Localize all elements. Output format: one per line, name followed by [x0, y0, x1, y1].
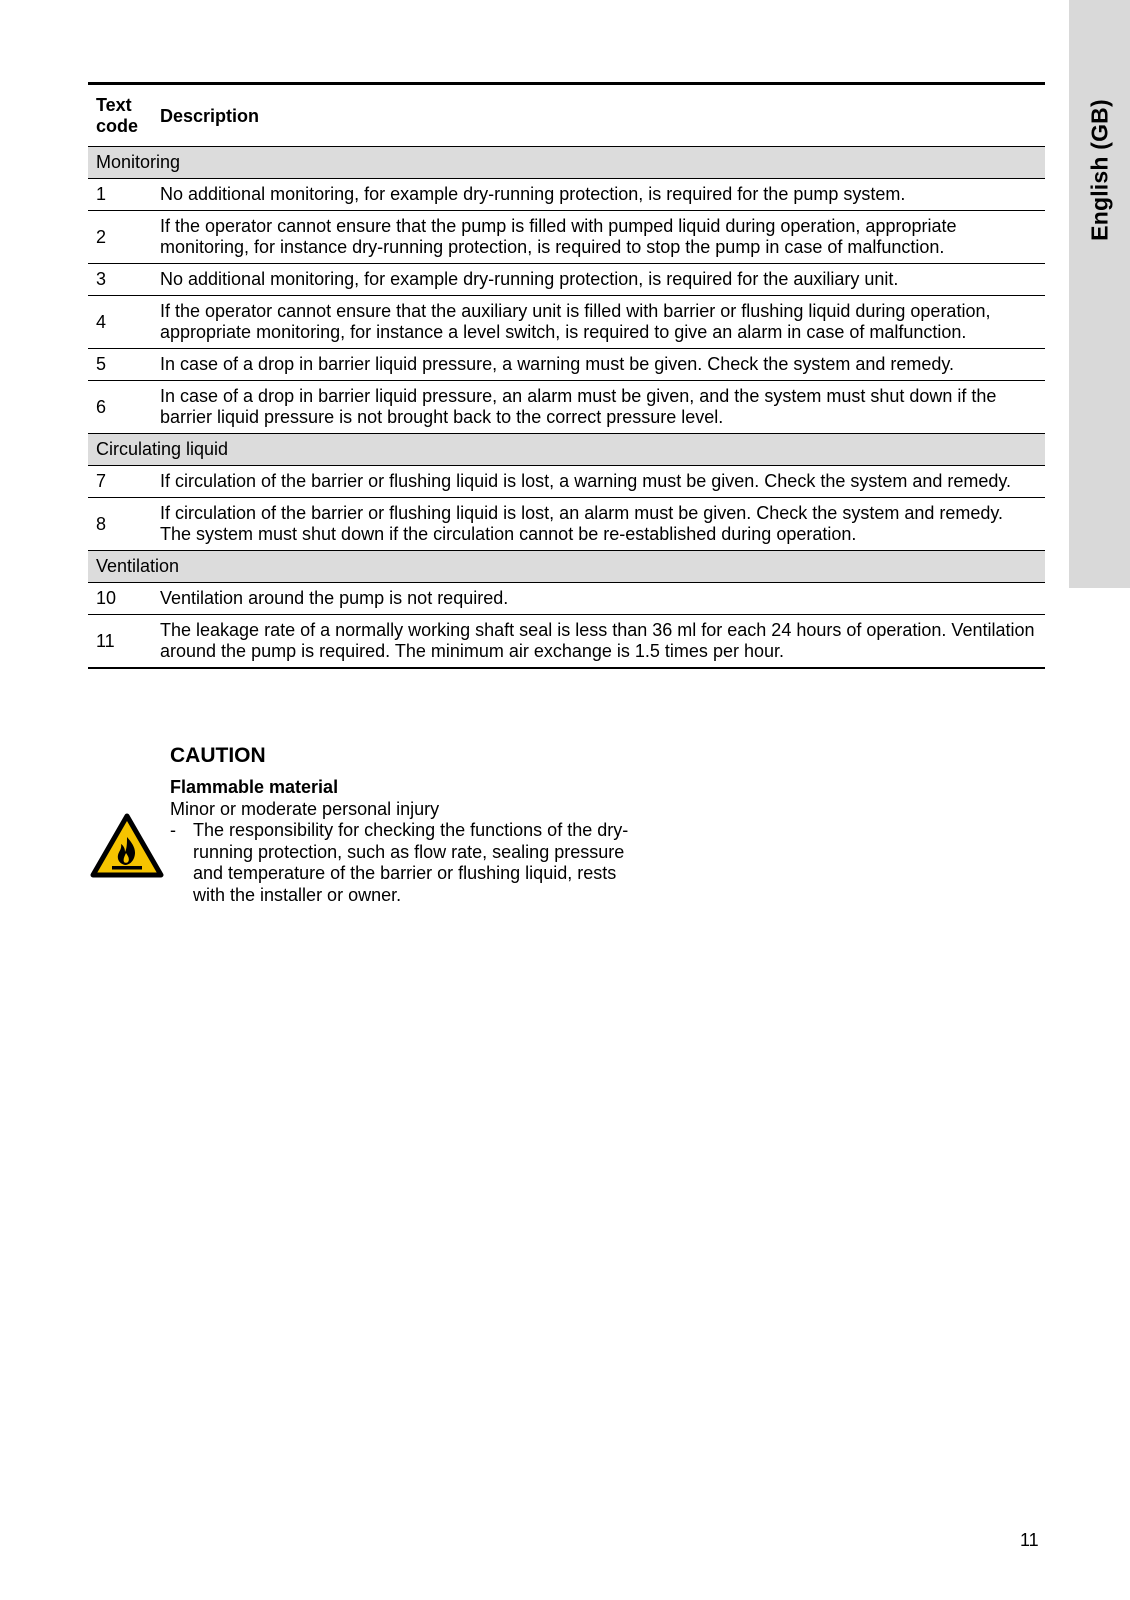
caution-action-dash: -	[170, 820, 176, 840]
caution-consequence: Minor or moderate personal injury	[170, 798, 440, 819]
text-code-cell: 8	[88, 498, 152, 551]
description-cell: If circulation of the barrier or flushing liquid is lost, a warning must be given. Check the system and remedy.	[152, 466, 1045, 498]
description-cell: If circulation of the barrier or flushing liquid is lost, an alarm must be given. Check the system and remedy. The system must shut down if the circulation cannot be re-established during operation.	[152, 498, 1045, 551]
text-code-cell: 10	[88, 583, 152, 615]
table-body	[88, 147, 1045, 669]
caution-title: CAUTION	[170, 744, 266, 767]
table-row	[88, 264, 1045, 296]
section-row	[88, 147, 1045, 179]
text-code-cell: 2	[88, 211, 152, 264]
table-row	[88, 381, 1045, 434]
table-row	[88, 349, 1045, 381]
description-cell: In case of a drop in barrier liquid pressure, a warning must be given. Check the system and remedy.	[152, 349, 1045, 381]
table-row	[88, 296, 1045, 349]
description-cell: In case of a drop in barrier liquid pressure, an alarm must be given, and the system must shut down if the barrier liquid pressure is not brought back to the correct pressure level.	[152, 381, 1045, 434]
section-row	[88, 551, 1045, 583]
text-code-cell: 6	[88, 381, 152, 434]
table-row	[88, 498, 1045, 551]
text-code-cell: 1	[88, 179, 152, 211]
table-row	[88, 179, 1045, 211]
section-title: Ventilation	[88, 551, 1045, 583]
table-row	[88, 211, 1045, 264]
caution-subtitle: Flammable material	[170, 777, 339, 797]
header-text-code: Text code	[88, 84, 152, 147]
text-code-table	[88, 82, 1045, 669]
table-row	[88, 466, 1045, 498]
table-header-row	[88, 84, 1045, 147]
page-number: 11	[1020, 1530, 1039, 1550]
section-row	[88, 434, 1045, 466]
section-title: Circulating liquid	[88, 434, 1045, 466]
description-cell: If the operator cannot ensure that the auxiliary unit is filled with barrier or flushing liquid during operation, appropriate monitoring, for instance a level switch, is required to give an alarm in case of malfunction.	[152, 296, 1045, 349]
caution-action-text: The responsibility for checking the functions of the dry-running protection, such as flow rate, sealing pressure and temperature of the barrier or flushing liquid, rests with the installer or owner.	[193, 820, 629, 905]
table-row	[88, 583, 1045, 615]
text-code-cell: 5	[88, 349, 152, 381]
caution-body	[170, 743, 640, 906]
description-cell: The leakage rate of a normally working shaft seal is less than 36 ml for each 24 hours of operation. Ventilation around the pump is required. The minimum air exchange is 1.5 times per hour.	[152, 615, 1045, 669]
header-description: Description	[152, 84, 1045, 147]
description-cell: No additional monitoring, for example dry-running protection, is required for the pump system.	[152, 179, 1045, 211]
flammable-warning-icon	[90, 813, 164, 879]
description-cell: If the operator cannot ensure that the pump is filled with pumped liquid during operation, appropriate monitoring, for instance dry-running protection, is required to stop the pump in case of malfunction.	[152, 211, 1045, 264]
language-label: English (GB)	[1086, 99, 1112, 241]
table-row	[88, 615, 1045, 669]
section-title: Monitoring	[88, 147, 1045, 179]
description-cell: No additional monitoring, for example dry-running protection, is required for the auxiliary unit.	[152, 264, 1045, 296]
language-side-tab	[1069, 0, 1130, 588]
text-code-cell: 7	[88, 466, 152, 498]
description-cell: Ventilation around the pump is not required.	[152, 583, 1045, 615]
text-code-cell: 11	[88, 615, 152, 669]
caution-action	[170, 820, 640, 906]
text-code-cell: 3	[88, 264, 152, 296]
text-code-cell: 4	[88, 296, 152, 349]
